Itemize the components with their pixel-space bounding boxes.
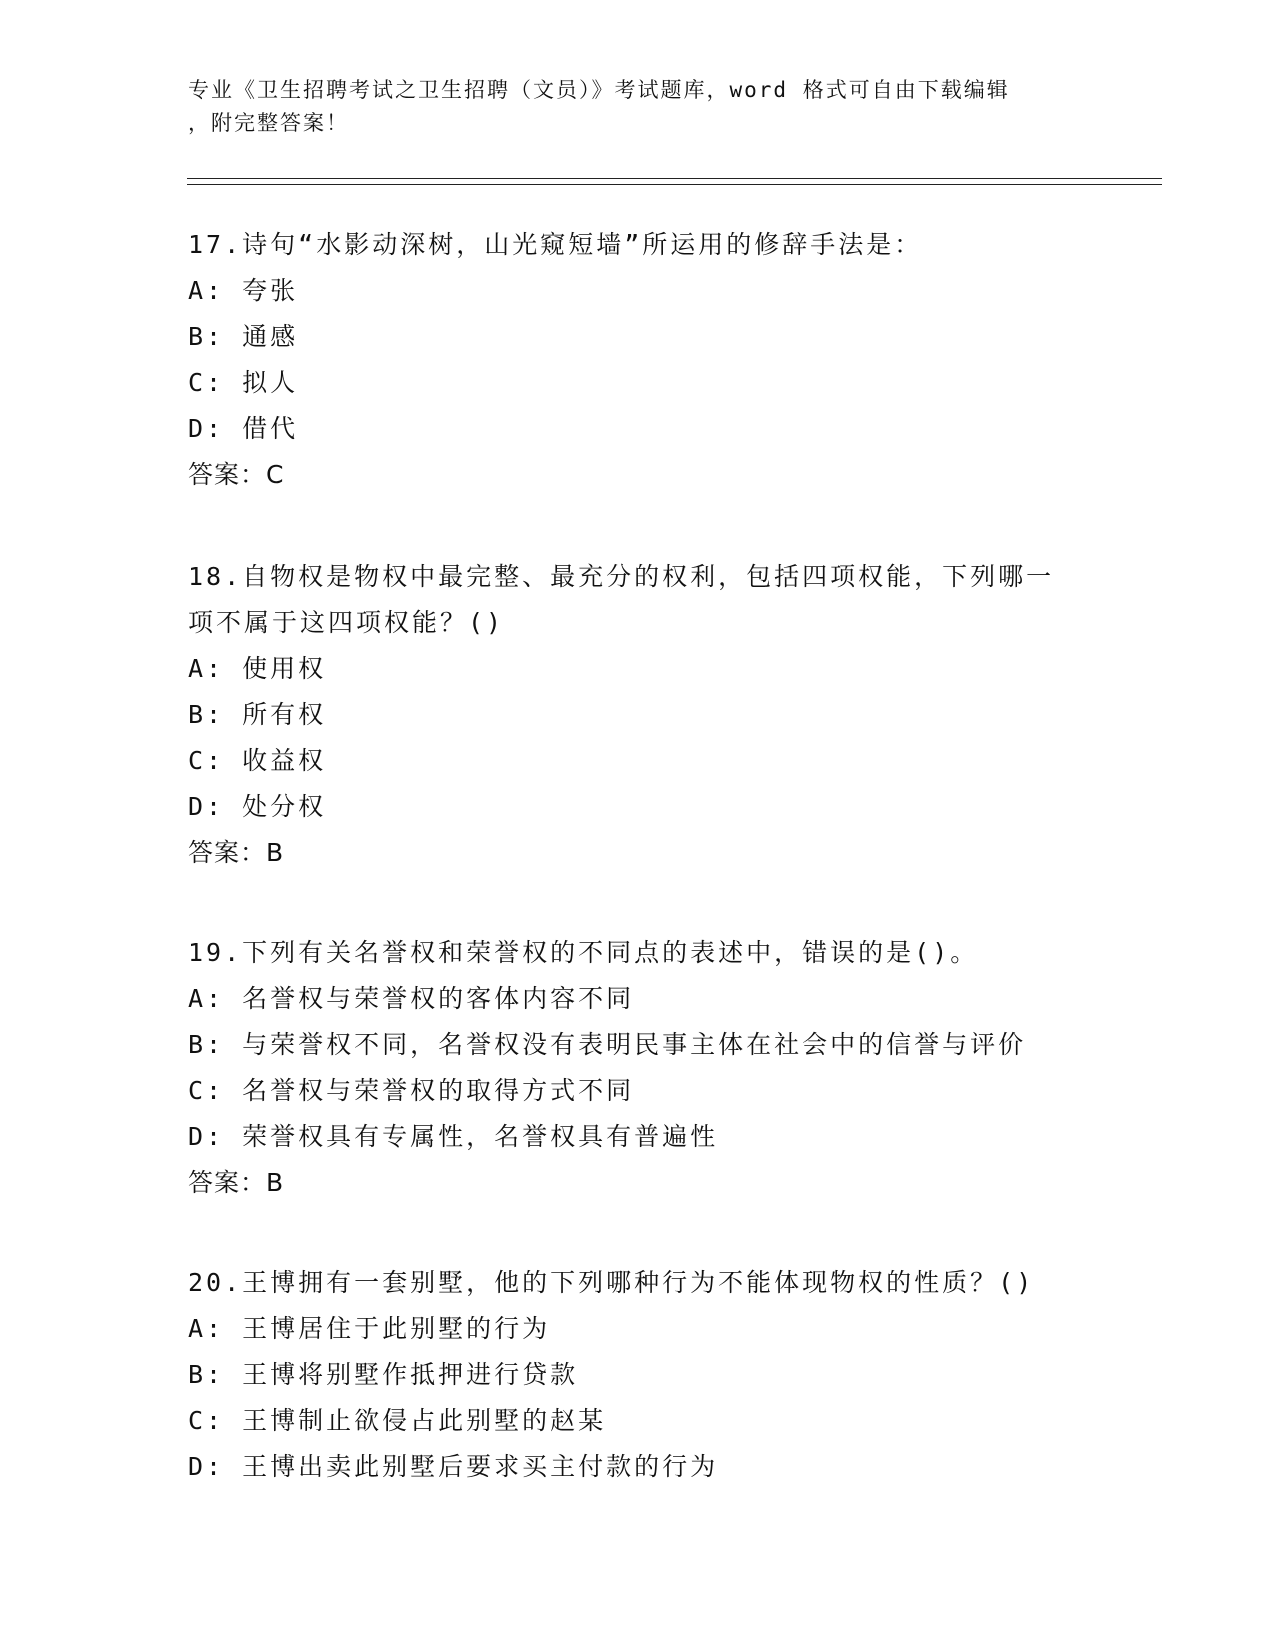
answer-line: 答案：C (188, 460, 285, 489)
question-18 (188, 554, 1088, 876)
question-17 (188, 222, 1088, 498)
option-d: D: 处分权 (188, 792, 327, 821)
option-c: C: 收益权 (188, 746, 327, 775)
question-stem-continued: 项不属于这四项权能？() (188, 608, 505, 637)
option-b: B: 与荣誉权不同，名誉权没有表明民事主体在社会中的信誉与评价 (188, 1030, 1027, 1059)
option-d: D: 借代 (188, 414, 299, 443)
option-a: A: 王博居住于此别墅的行为 (188, 1314, 551, 1343)
option-d: D: 王博出卖此别墅后要求买主付款的行为 (188, 1452, 719, 1481)
option-c: C: 拟人 (188, 368, 299, 397)
option-a: A: 名誉权与荣誉权的客体内容不同 (188, 984, 635, 1013)
document-header (188, 74, 1088, 140)
answer-line: 答案：B (188, 838, 285, 867)
option-c: C: 名誉权与荣誉权的取得方式不同 (188, 1076, 635, 1105)
option-b: B: 所有权 (188, 700, 327, 729)
option-b: B: 王博将别墅作抵押进行贷款 (188, 1360, 579, 1389)
question-stem: 18.自物权是物权中最完整、最充分的权利，包括四项权能，下列哪一 (188, 562, 1055, 591)
header-line-2: ，附完整答案！ (188, 111, 349, 135)
option-c: C: 王博制止欲侵占此别墅的赵某 (188, 1406, 607, 1435)
option-d: D: 荣誉权具有专属性，名誉权具有普遍性 (188, 1122, 719, 1151)
option-a: A: 夸张 (188, 276, 299, 305)
answer-line: 答案：B (188, 1168, 285, 1197)
option-b: B: 通感 (188, 322, 299, 351)
question-stem: 20.王博拥有一套别墅，他的下列哪种行为不能体现物权的性质？() (188, 1268, 1035, 1297)
question-stem: 19.下列有关名誉权和荣誉权的不同点的表述中，错误的是()。 (188, 938, 979, 967)
option-a: A: 使用权 (188, 654, 327, 683)
question-19 (188, 930, 1088, 1206)
question-stem: 17.诗句“水影动深树，山光窥短墙”所运用的修辞手法是： (188, 230, 923, 259)
header-divider (187, 178, 1162, 185)
question-20 (188, 1260, 1088, 1490)
header-line-1: 专业《卫生招聘考试之卫生招聘（文员）》考试题库，word 格式可自由下载编辑 (188, 78, 1010, 102)
